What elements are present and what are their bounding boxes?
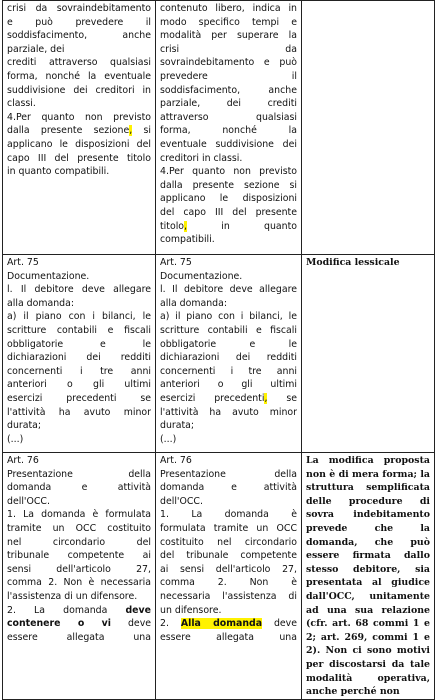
text-line: l. Il debitore deve allegare xyxy=(160,284,297,296)
text-line: dell'OCC. xyxy=(7,495,50,507)
text-line: obbligatorie e le xyxy=(7,338,151,350)
text-line: alla domanda: xyxy=(7,297,75,309)
text-line: l'attività ha avuto minor xyxy=(7,406,151,418)
text-line: Documentazione. xyxy=(160,270,243,282)
text-line: capo III del presente titolo xyxy=(7,152,151,164)
text-line: l'attività ha avuto minor xyxy=(160,406,297,418)
text-line: Presentazione della xyxy=(7,468,151,480)
text-line: anteriori o gli ultimi xyxy=(7,379,151,391)
text-line: durata; xyxy=(7,420,42,432)
comparison-table xyxy=(2,0,435,700)
text-line: sensi dell'articolo 27, xyxy=(7,563,151,575)
text-line: necessaria l'assistenza di xyxy=(160,590,297,602)
highlighted-text: , xyxy=(184,220,188,232)
text-line: applicano le disposizioni del xyxy=(7,138,151,150)
text-line: dalla presente sezione, si xyxy=(7,125,151,137)
text-line: domanda e attività xyxy=(7,482,151,494)
text-line: dell'OCC. xyxy=(160,495,203,507)
text-line: a) il piano con i bilanci, le xyxy=(160,311,297,323)
text-line: crisi da xyxy=(160,43,297,55)
text-line: 1. La domanda è xyxy=(160,509,297,521)
row1-col2-cell xyxy=(156,1,302,255)
text-line: 4.Per quanto non previsto xyxy=(160,166,297,178)
row2-col3-cell xyxy=(302,255,435,453)
text-line: crisi da sovraindebitamento xyxy=(7,3,151,14)
text-line: contenere o vi deve xyxy=(7,618,152,630)
highlighted-text: , xyxy=(129,125,133,137)
text-line: tramite un OCC costituito xyxy=(7,522,151,534)
highlighted-text: Alla domanda xyxy=(180,618,263,630)
comment-text: La modifica proposta non è di mera forma; la struttura semplificata delle procedure di sovra indebitamento prevede che la domanda, che può essere firmata dallo stesso debitore, sia presentata al giudice dall'OCC, unitamente ad una sua relazione (cfr. art. 68 commi 1 e 2; art. 269, commi 1 e 2). Non ci sono motivi per discostarsi da tale modalità operativa, anche perché non xyxy=(306,455,430,698)
text-line: crediti attraverso qualsiasi xyxy=(7,57,151,69)
text-line: forma, nonché la eventuale xyxy=(7,70,151,82)
text-line: prevedere il xyxy=(160,70,297,82)
table-row xyxy=(3,1,435,255)
text-line: domanda e attività xyxy=(160,482,297,494)
text-line: Art. 75 xyxy=(7,257,39,268)
text-line: parziale, dei crediti xyxy=(160,98,297,110)
text-line: formulata tramite un OCC xyxy=(160,522,297,534)
text-line: costituito nel circondario xyxy=(160,536,297,548)
text-line: dichiarazioni dei redditi xyxy=(7,352,151,364)
text-line: eventuale suddivisione dei xyxy=(160,138,297,150)
row1-col1-cell xyxy=(3,1,156,255)
text-line: comma 2. Non è xyxy=(160,577,297,589)
row2-col2-cell xyxy=(156,255,302,453)
text-line: applicano le disposizioni xyxy=(160,193,297,205)
text-line: scritture contabili e fiscali xyxy=(7,324,151,336)
text-line: essere allegata una xyxy=(160,631,297,643)
text-line: dalla presente sezione si xyxy=(160,179,297,191)
text-line: 2. La domanda deve xyxy=(7,604,151,616)
text-line: tribunale competente ai xyxy=(7,550,151,562)
text-line: (...) xyxy=(7,433,24,445)
text-line: esercizi precedenti, se xyxy=(160,392,297,404)
text-line: modalità per superare la xyxy=(160,30,297,42)
text-line: anteriori o gli ultimi xyxy=(160,379,297,391)
text-line: soddisfacimento, anche xyxy=(7,30,151,42)
table-row xyxy=(3,453,435,700)
text-line: Art. 76 xyxy=(160,455,192,466)
text-line: scritture contabili e fiscali xyxy=(160,324,297,336)
text-line: attraverso qualsiasi xyxy=(160,111,297,123)
row3-col2-cell xyxy=(156,453,302,700)
text-line: del tribunale competente xyxy=(160,550,297,562)
text-line: un difensore. xyxy=(160,604,222,616)
text-line: titolo, in quanto xyxy=(160,220,297,232)
highlighted-text: , xyxy=(264,392,268,404)
row1-col3-cell xyxy=(302,1,435,255)
row2-col1-cell xyxy=(3,255,156,453)
text-line: concernenti i tre anni xyxy=(7,365,151,377)
text-line: l'assistenza di un difensore. xyxy=(7,590,138,602)
bold-text: deve xyxy=(125,604,151,616)
text-line: alla domanda: xyxy=(160,297,228,309)
text-line: contenuto libero, indica in xyxy=(160,3,297,14)
text-line: 2. Alla domanda deve xyxy=(160,618,297,630)
text-line: (...) xyxy=(160,433,177,445)
text-line: in quanto compatibili. xyxy=(7,166,110,178)
row3-col1-cell xyxy=(3,453,156,700)
text-line: sovraindebitamento e può xyxy=(160,57,297,69)
row3-col3-cell xyxy=(302,453,435,700)
text-line: comma 2. Non è necessaria xyxy=(7,577,151,589)
text-line: Presentazione della xyxy=(160,468,297,480)
text-line: a) il piano con i bilanci, le xyxy=(7,311,151,323)
text-line: classi. xyxy=(7,98,36,110)
table-row xyxy=(3,255,435,453)
text-line: del capo III del presente xyxy=(160,206,297,218)
text-line: dichiarazioni dei redditi xyxy=(160,352,297,364)
comment-text: Modifica lessicale xyxy=(306,257,400,268)
text-line: suddivisione dei creditori in xyxy=(7,84,151,96)
text-line: forma, nonché la xyxy=(160,125,297,137)
text-line: durata; xyxy=(160,420,195,432)
text-line: concernenti i tre anni xyxy=(160,365,297,377)
text-line: compatibili. xyxy=(160,234,215,246)
text-line: 4.Per quanto non previsto xyxy=(7,111,151,123)
text-line: esercizi precedenti se xyxy=(7,392,151,404)
text-line: essere allegata una xyxy=(7,631,151,643)
text-line: e può prevedere il xyxy=(7,16,151,28)
text-line: l. Il debitore deve allegare xyxy=(7,284,151,296)
text-line: ai sensi dell'articolo 27, xyxy=(160,563,297,575)
text-line: Art. 76 xyxy=(7,455,39,466)
text-line: Art. 75 xyxy=(160,257,192,268)
text-line: creditori in classi. xyxy=(160,152,243,164)
text-line: nel circondario del xyxy=(7,536,151,548)
text-line: soddisfacimento, anche xyxy=(160,84,297,96)
text-line: Documentazione. xyxy=(7,270,90,282)
text-line: parziale, dei xyxy=(7,43,65,55)
text-line: 1. La domanda è formulata xyxy=(7,509,151,521)
text-line: modo specifico tempi e xyxy=(160,16,297,28)
text-line: obbligatorie e le xyxy=(160,338,297,350)
bold-text: contenere o vi xyxy=(7,618,111,630)
